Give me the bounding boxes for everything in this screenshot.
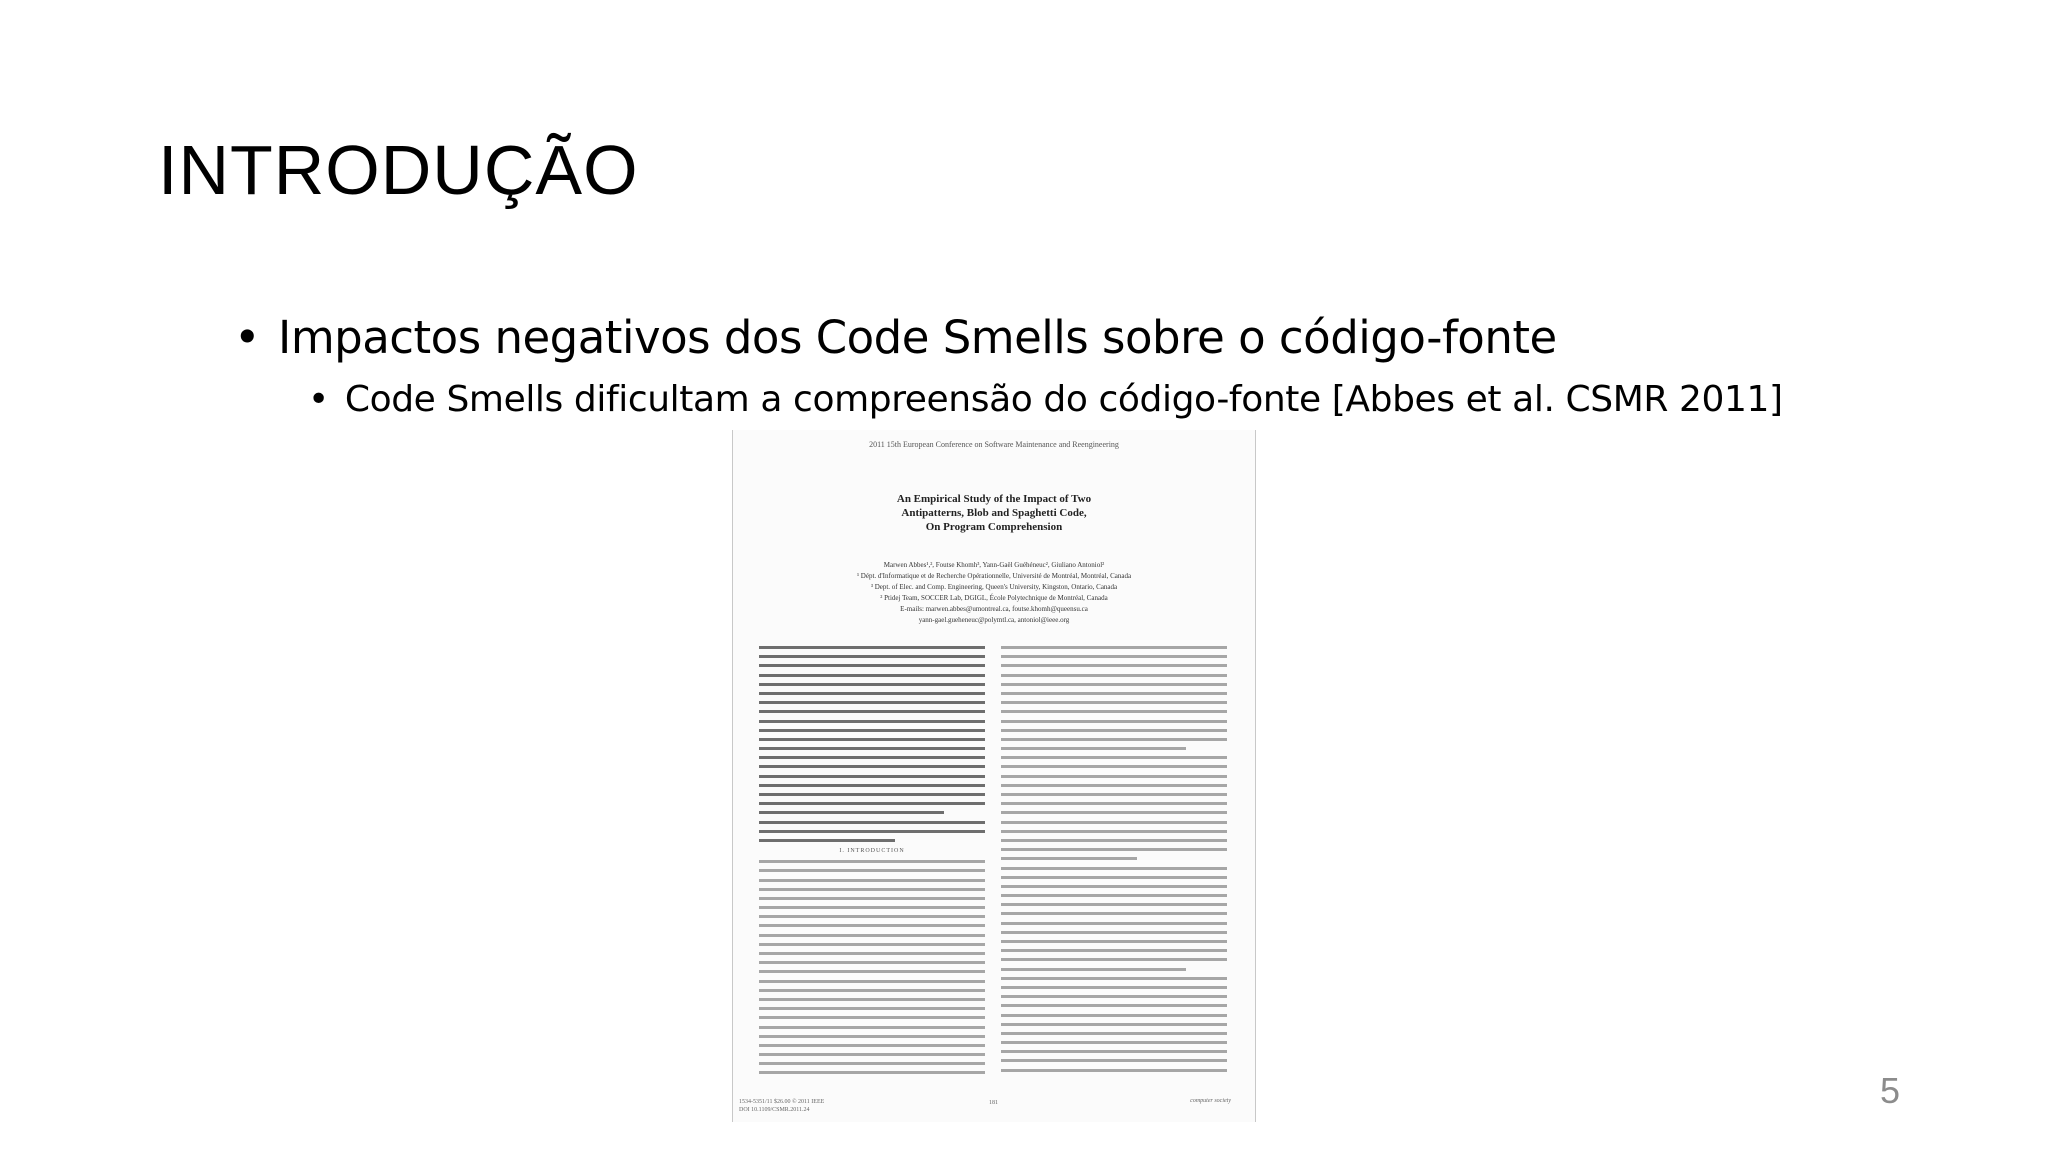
paper-footer-page: 181 (989, 1100, 998, 1106)
paper-column-right (1001, 646, 1227, 1078)
paper-affiliation: ¹ Dépt. d'Informatique et de Recherche Opérationnelle, Université de Montréal, Montréal, Canada (856, 572, 1132, 580)
slide-title: INTRODUÇÃO (158, 131, 639, 209)
paper-section-heading: I. INTRODUCTION (839, 848, 905, 855)
bullet-level-1 (234, 310, 1557, 366)
paper-footer-left (739, 1098, 824, 1114)
paper-conference: 2011 15th European Conference on Software Maintenance and Reengineering (869, 440, 1119, 449)
paper-title-line: On Program Comprehension (925, 521, 1063, 533)
paper-title-line: Antipatterns, Blob and Spaghetti Code, (901, 507, 1087, 519)
bullet-dot: • (234, 311, 261, 364)
paper-authors-block (763, 560, 1225, 626)
paper-affiliation: ² Ptidej Team, SOCCER Lab, DGIGL, École Polytechnique de Montréal, Canada (880, 594, 1108, 602)
paper-affiliation: ³ Dept. of Elec. and Comp. Engineering, Queen's University, Kingston, Ontario, Canada (870, 583, 1118, 591)
paper-authors: Marwen Abbes¹,², Foutse Khomh³, Yann-Gaël Guéhéneuc², Giuliano Antoniol² (883, 561, 1105, 569)
paper-image (732, 430, 1256, 1122)
paper-footer-logo: computer society (1190, 1098, 1231, 1104)
paper-title (773, 492, 1215, 534)
bullet-level-2 (308, 374, 1783, 426)
paper-title-line: An Empirical Study of the Impact of Two (896, 493, 1092, 505)
paper-column-left (759, 646, 985, 1078)
bullet-dot: • (308, 379, 329, 420)
paper-footer-copyright: 1534-5351/11 $26.00 © 2011 IEEE (739, 1099, 825, 1105)
paper-email: yann-gael.gueheneuc@polymtl.ca, antoniol@ieee.org (918, 616, 1070, 624)
paper-footer (733, 1098, 1255, 1114)
bullet-level-2-text: Code Smells dificultam a compreensão do código-fonte [Abbes et al. CSMR 2011] (344, 379, 1783, 420)
paper-email: E-mails: marwen.abbes@umontreal.ca, foutse.khomh@queensu.ca (900, 605, 1088, 613)
slide-page-number: 5 (1880, 1070, 1901, 1111)
paper-footer-doi: DOI 10.1109/CSMR.2011.24 (739, 1107, 810, 1113)
bullet-level-1-text: Impactos negativos dos Code Smells sobre o código-fonte (278, 311, 1557, 364)
